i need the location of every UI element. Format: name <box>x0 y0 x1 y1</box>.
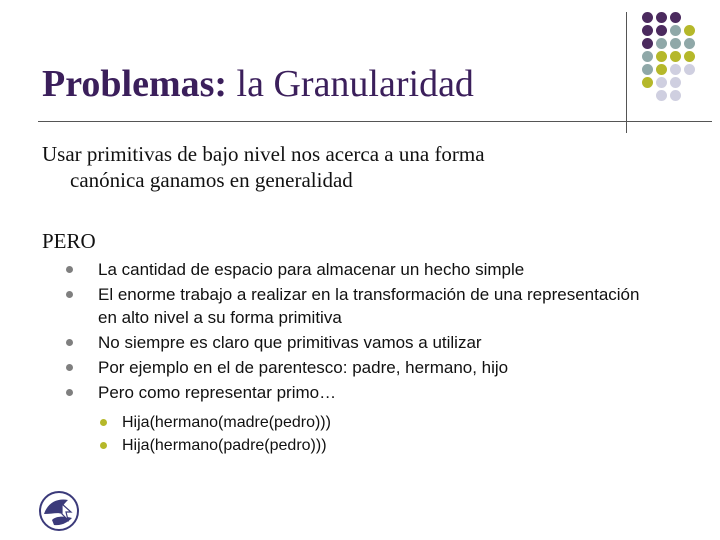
dot <box>656 77 667 88</box>
intro-line-1: Usar primitivas de bajo nivel nos acerca a una forma <box>42 142 485 166</box>
title-bold: Problemas: <box>42 63 228 105</box>
sub-list-item-text: Hija(hermano(padre(pedro))) <box>122 437 327 454</box>
dot <box>670 38 681 49</box>
dot <box>670 90 681 101</box>
dot <box>642 38 653 49</box>
university-seal-icon <box>38 490 80 532</box>
dot <box>670 51 681 62</box>
dot <box>656 25 667 36</box>
dot <box>684 64 695 75</box>
list-item-text: La cantidad de espacio para almacenar un hecho simple <box>98 260 525 279</box>
dot <box>670 77 681 88</box>
dot <box>670 25 681 36</box>
title-divider-vertical <box>626 12 627 133</box>
sub-bullet-list <box>100 411 500 457</box>
intro-line-2: canónica ganamos en generalidad <box>70 168 353 192</box>
sub-bullet-dot-icon <box>100 419 107 426</box>
dot <box>670 64 681 75</box>
slide-title <box>42 62 474 106</box>
bullet-dot-icon <box>66 339 73 346</box>
list-item <box>66 356 646 379</box>
sub-list-item <box>100 434 500 457</box>
sub-list-item-text: Hija(hermano(madre(pedro))) <box>122 414 331 431</box>
dot <box>642 25 653 36</box>
dot <box>684 51 695 62</box>
list-item <box>66 331 646 354</box>
sub-list-item <box>100 411 500 434</box>
bullet-dot-icon <box>66 291 73 298</box>
dot <box>656 12 667 23</box>
dot <box>670 12 681 23</box>
list-item-text: No siempre es claro que primitivas vamos a utilizar <box>98 333 482 352</box>
dot <box>684 25 695 36</box>
list-item <box>66 258 646 281</box>
bullet-dot-icon <box>66 266 73 273</box>
dot <box>642 77 653 88</box>
dot <box>684 38 695 49</box>
bullet-dot-icon <box>66 389 73 396</box>
dot <box>642 12 653 23</box>
dot <box>656 64 667 75</box>
bullet-dot-icon <box>66 364 73 371</box>
dot <box>642 51 653 62</box>
sub-bullet-dot-icon <box>100 442 107 449</box>
title-rest: la Granularidad <box>227 63 474 105</box>
list-item-text: El enorme trabajo a realizar en la transformación de una representación en alto nivel a su forma primitiva <box>98 285 640 327</box>
dot <box>656 51 667 62</box>
list-item <box>66 381 646 404</box>
dot <box>642 64 653 75</box>
dot <box>656 38 667 49</box>
dot <box>656 90 667 101</box>
intro-paragraph <box>42 141 632 193</box>
list-item-text: Por ejemplo en el de parentesco: padre, hermano, hijo <box>98 358 509 377</box>
list-item <box>66 283 646 329</box>
bullet-list <box>66 258 646 406</box>
title-divider-horizontal <box>38 121 712 122</box>
list-item-text: Pero como representar primo… <box>98 383 337 402</box>
pero-heading: PERO <box>42 229 96 253</box>
